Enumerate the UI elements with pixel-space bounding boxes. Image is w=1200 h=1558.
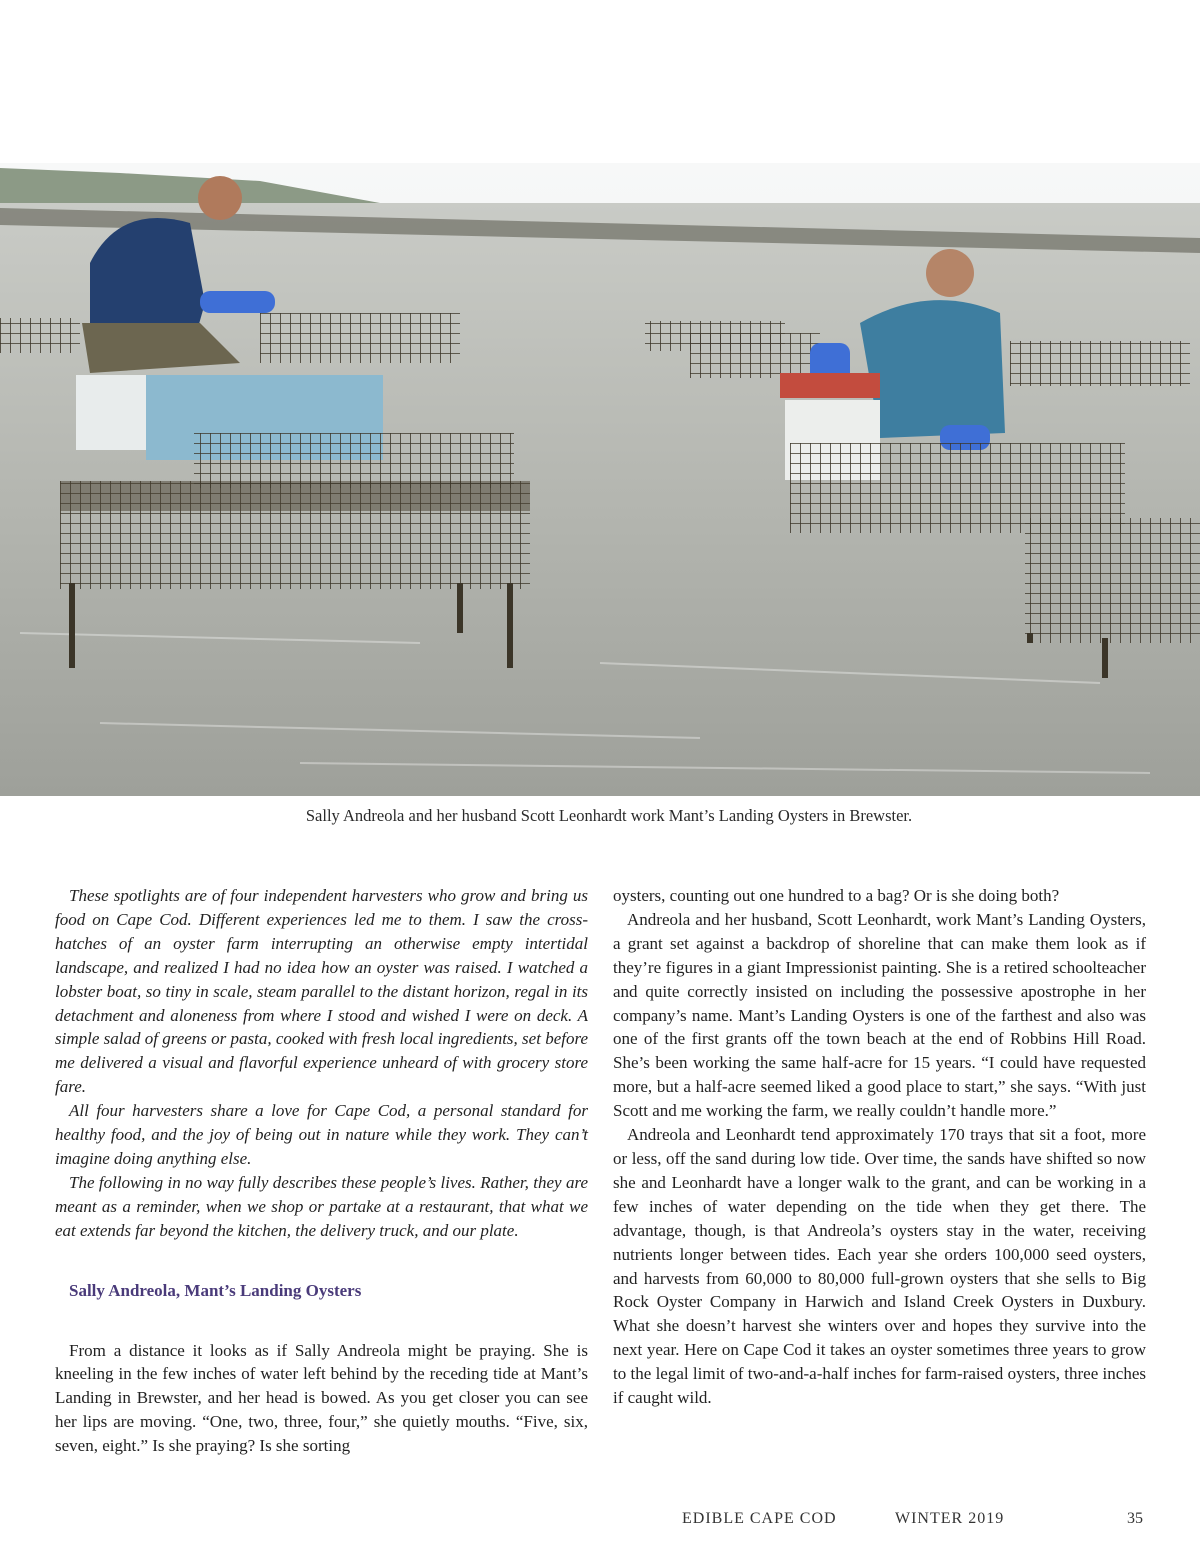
intro-text xyxy=(55,884,588,1243)
body-paragraph: oysters, counting out one hundred to a bag? Or is she doing both? xyxy=(613,886,1060,905)
footer-issue: WINTER 2019 xyxy=(895,1510,1005,1527)
body-paragraph: From a distance it looks as if Sally Andreola might be praying. She is kneeling in the few inches of water left behind by the receding tide at Mant’s Landing in Brewster, and her head is bowed. As you get closer you can see her lips are moving. “One, two, three, four,” she quietly mouths. “Five, six, seven, eight.” Is she praying? Is she sorting xyxy=(55,1340,588,1456)
body-paragraph: Andreola and her husband, Scott Leonhardt, work Mant’s Landing Oysters, a grant set against a backdrop of shoreline that can make them look as if they’re figures in a giant Impressionist painting. She is a retired schoolteacher and quite correctly insisted on including the possessive apostrophe in her company’s name. Mant’s Landing Oysters is one of the farthest and also was one of the first grants off the town beach at the end of Robbins Hill Road. She’s been working the same half-acre for 15 years. “I could have requested more, but a half-acre seemed liked a good place to start,” she says. “With just Scott and me working the farm, we really couldn’t handle more.” xyxy=(613,909,1146,1121)
section-heading: Sally Andreola, Mant’s Landing Oysters xyxy=(69,1280,362,1300)
footer-publication: EDIBLE CAPE COD xyxy=(682,1510,837,1527)
body-paragraph: Andreola and Leonhardt tend approximately 170 trays that sit a foot, more or less, off the sand during low tide. Over time, the sands have shifted so now she and Leonhardt have a longer walk to the grant, and can be working in a few inches of water depending on the tide when they get there. The advantage, though, is that Andreola’s oysters stay in the water, receiving nutrients longer between tides. Each year she orders 100,000 seed oysters, and harvests from 60,000 to 80,000 full-grown oysters that she sells to Big Rock Oyster Company in Harwich and Island Creek Oysters in Duxbury. What she doesn’t harvest she winters over and hopes they survive into the next year. Here on Cape Cod it takes an oyster sometimes three years to grow to the legal limit of two-and-a-half inches for farm-raised oysters, three inches if caught wild. xyxy=(613,1125,1146,1408)
left-column xyxy=(55,884,588,1458)
intro-paragraph: These spotlights are of four independent harvesters who grow and bring us food on Cape Cod. Different experiences led me to them. I saw the cross-hatches of an oyster farm interrupting an otherwise empty intertidal landscape, and realized I had no idea how an oyster was raised. I watched a lobster boat, so tiny in scale, steam parallel to the distant horizon, regal in its detachment and aloneness from where I stood and wished I were on deck. A simple salad of greens or pasta, cooked with fresh local ingredients, set before me delivered a visual and flavorful experience unheard of with grocery store fare. xyxy=(55,886,588,1097)
oyster-farm-photo xyxy=(0,163,1200,796)
intro-paragraph: All four harvesters share a love for Cape Cod, a personal standard for healthy food, and the joy of being out in nature while they work. They can’t imagine doing anything else. xyxy=(55,1101,588,1168)
right-column xyxy=(613,884,1146,1410)
photo-caption: Sally Andreola and her husband Scott Leonhardt work Mant’s Landing Oysters in Brewster. xyxy=(305,806,913,825)
intro-paragraph: The following in no way fully describes these people’s lives. Rather, they are meant as a reminder, when we shop or partake at a restaurant, that what we eat extends far beyond the kitchen, the delivery truck, and our plate. xyxy=(55,1172,588,1240)
page-number: 35 xyxy=(1127,1510,1143,1527)
